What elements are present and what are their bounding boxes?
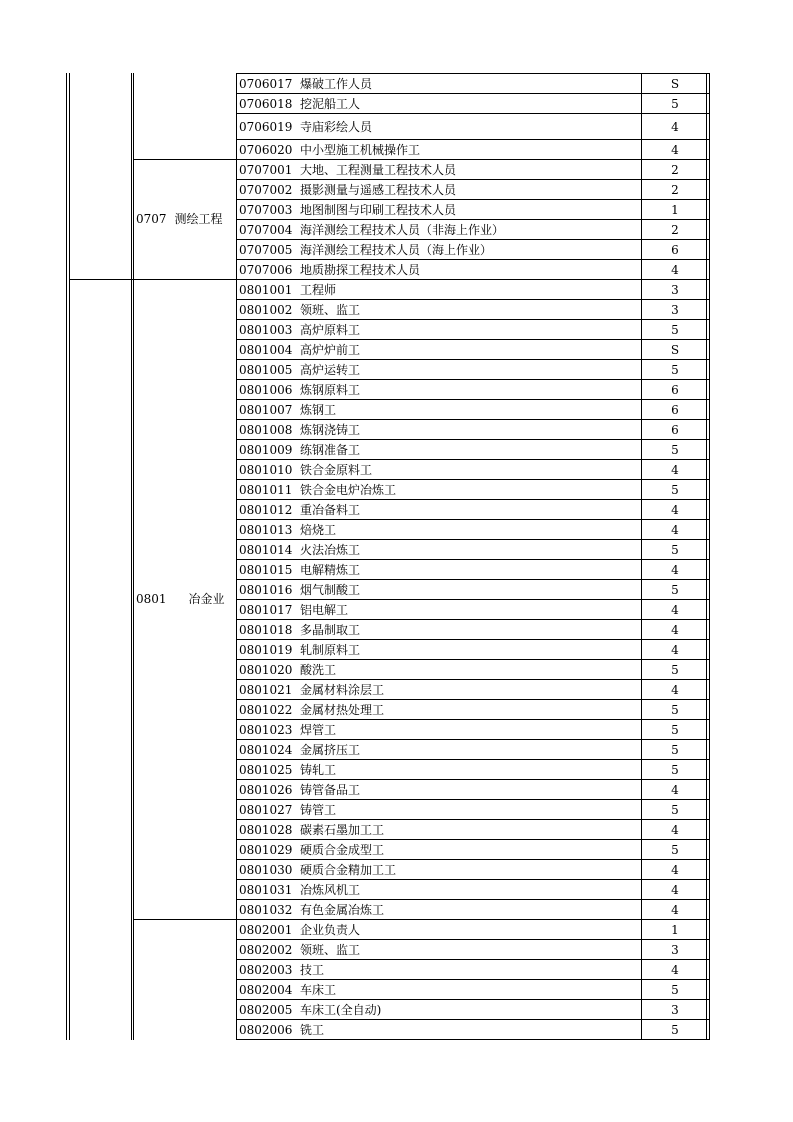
occupation-code: 0707002	[239, 183, 293, 197]
occupation-code: 0801018	[239, 623, 293, 637]
occupation-name: 爆破工作人员	[300, 77, 373, 91]
occupation-code: 0801024	[239, 743, 293, 757]
row-bottom-border	[236, 419, 710, 420]
occupation-code: 0707004	[239, 223, 293, 237]
occupation-code: 0801021	[239, 683, 293, 697]
occupation-code: 0801009	[239, 443, 293, 457]
occupation-code: 0801025	[239, 763, 293, 777]
subgroup-divider-0707	[133, 159, 237, 160]
risk-grade: 4	[671, 783, 679, 797]
occupation-name: 铝电解工	[300, 603, 349, 617]
row-bottom-border	[236, 759, 710, 760]
row-bottom-border	[236, 479, 710, 480]
row-bottom-border	[236, 699, 710, 700]
occupation-name: 海洋测绘工程技术人员（海上作业）	[300, 243, 493, 257]
risk-grade: 3	[671, 943, 679, 957]
occupation-code: 0801022	[239, 703, 293, 717]
occupation-name: 车床工	[300, 983, 337, 997]
row-bottom-border	[236, 779, 710, 780]
occupation-code: 0801005	[239, 363, 293, 377]
occupation-code: 0801004	[239, 343, 293, 357]
risk-grade: 5	[671, 543, 679, 557]
risk-grade: 6	[671, 423, 679, 437]
table-border-left-outer	[66, 73, 67, 1040]
occupation-name: 电解精炼工	[300, 563, 361, 577]
occupation-name: 碳素石墨加工工	[300, 823, 385, 837]
occupation-code: 0706019	[239, 120, 293, 134]
row-bottom-border	[236, 519, 710, 520]
row-bottom-border	[236, 999, 710, 1000]
occupation-code: 0802002	[239, 943, 293, 957]
occupation-code: 0801010	[239, 463, 293, 477]
risk-grade: 5	[671, 443, 679, 457]
row-bottom-border	[236, 499, 710, 500]
row-bottom-border	[236, 459, 710, 460]
risk-grade: 6	[671, 403, 679, 417]
occupation-code: 0801007	[239, 403, 293, 417]
occupation-code: 0801029	[239, 843, 293, 857]
row-bottom-border	[236, 113, 710, 114]
occupation-code: 0707005	[239, 243, 293, 257]
occupation-name: 铣工	[300, 1023, 325, 1037]
occupation-name: 焊管工	[300, 723, 337, 737]
row-bottom-border	[236, 919, 710, 920]
occupation-code: 0801013	[239, 523, 293, 537]
row-bottom-border	[236, 179, 710, 180]
occupation-code: 0801003	[239, 323, 293, 337]
row-bottom-border	[236, 439, 710, 440]
occupation-code: 0707001	[239, 163, 293, 177]
risk-grade: 4	[671, 903, 679, 917]
row-bottom-border	[236, 279, 710, 280]
occupation-name: 冶炼风机工	[300, 883, 361, 897]
occupation-name: 金属挤压工	[300, 743, 361, 757]
row-bottom-border	[236, 199, 710, 200]
row-bottom-border	[236, 599, 710, 600]
category-divider	[69, 279, 133, 280]
occupation-name: 领班、监工	[300, 303, 361, 317]
occupation-code: 0706020	[239, 143, 293, 157]
occupation-code: 0802001	[239, 923, 293, 937]
row-bottom-border	[236, 819, 710, 820]
subgroup-name: 测绘工程	[174, 212, 223, 226]
row-bottom-border	[236, 719, 710, 720]
risk-grade: 4	[671, 643, 679, 657]
risk-grade: 5	[671, 583, 679, 597]
risk-grade: 4	[671, 143, 679, 157]
occupation-name: 炼钢浇铸工	[300, 423, 361, 437]
row-bottom-border	[236, 239, 710, 240]
risk-grade: 2	[671, 163, 679, 177]
occupation-code: 0801032	[239, 903, 293, 917]
risk-grade: 3	[671, 1003, 679, 1017]
row-bottom-border	[236, 679, 710, 680]
risk-grade: 2	[671, 183, 679, 197]
row-bottom-border	[236, 959, 710, 960]
occupation-name: 炼钢工	[300, 403, 337, 417]
occupation-name: 硬质合金精加工工	[300, 863, 397, 877]
risk-grade: 5	[671, 703, 679, 717]
row-bottom-border	[236, 859, 710, 860]
risk-grade: 5	[671, 843, 679, 857]
occupation-name: 焙烧工	[300, 523, 337, 537]
occupation-code: 0801015	[239, 563, 293, 577]
occupation-name: 铸管工	[300, 803, 337, 817]
risk-grade: 4	[671, 823, 679, 837]
occupation-name: 金属材热处理工	[300, 703, 385, 717]
occupation-name: 火法冶炼工	[300, 543, 361, 557]
row-bottom-border	[236, 879, 710, 880]
occupation-code: 0801011	[239, 483, 293, 497]
risk-grade: 5	[671, 743, 679, 757]
risk-grade: 4	[671, 883, 679, 897]
risk-grade: S	[670, 77, 680, 91]
row-bottom-border	[236, 1019, 710, 1020]
occupation-name: 烟气制酸工	[300, 583, 361, 597]
risk-grade: 5	[671, 483, 679, 497]
occupation-code: 0801016	[239, 583, 293, 597]
risk-grade: 4	[671, 120, 679, 134]
occupation-name: 高炉炉前工	[300, 343, 361, 357]
occupation-name: 有色金属冶炼工	[300, 903, 385, 917]
risk-grade: 5	[671, 803, 679, 817]
risk-grade: 2	[671, 223, 679, 237]
occupation-name: 地质勘探工程技术人员	[300, 263, 421, 277]
row-bottom-border	[236, 559, 710, 560]
occupation-name: 轧制原料工	[300, 643, 361, 657]
risk-grade: 5	[671, 663, 679, 677]
row-bottom-border	[236, 899, 710, 900]
row-bottom-border	[236, 339, 710, 340]
occupation-name: 铸轧工	[300, 763, 337, 777]
subgroup-label-0801	[136, 591, 234, 607]
risk-grade: 5	[671, 363, 679, 377]
subgroup-code: 0707	[136, 212, 167, 226]
table-border-top	[236, 73, 710, 74]
row-bottom-border	[236, 539, 710, 540]
risk-grade: 3	[671, 303, 679, 317]
occupation-name: 高炉运转工	[300, 363, 361, 377]
row-bottom-border	[236, 739, 710, 740]
occupation-name: 酸洗工	[300, 663, 337, 677]
subgroup-divider-0801	[133, 279, 237, 280]
row-bottom-border	[236, 359, 710, 360]
row-bottom-border	[236, 579, 710, 580]
row-bottom-border	[236, 379, 710, 380]
risk-grade: 4	[671, 463, 679, 477]
risk-grade: S	[670, 343, 680, 357]
risk-grade: 4	[671, 623, 679, 637]
risk-grade: 5	[671, 763, 679, 777]
occupation-name: 企业负责人	[300, 923, 361, 937]
subgroup-divider-0802	[133, 919, 237, 920]
row-bottom-border	[236, 159, 710, 160]
occupation-name: 寺庙彩绘人员	[300, 120, 373, 134]
column-divider-category	[131, 73, 132, 1040]
occupation-code: 0801017	[239, 603, 293, 617]
row-bottom-border	[236, 659, 710, 660]
row-bottom-border	[236, 93, 710, 94]
occupation-name: 硬质合金成型工	[300, 843, 385, 857]
risk-grade: 4	[671, 503, 679, 517]
occupation-code: 0706018	[239, 97, 293, 111]
occupation-name: 车床工(全自动)	[300, 1003, 382, 1017]
occupation-code: 0801006	[239, 383, 293, 397]
occupation-code: 0801020	[239, 663, 293, 677]
subgroup-label-0707	[136, 211, 234, 227]
occupation-code: 0801008	[239, 423, 293, 437]
occupation-code: 0707006	[239, 263, 293, 277]
occupation-name: 金属材料涂层工	[300, 683, 385, 697]
occupation-code: 0802006	[239, 1023, 293, 1037]
occupation-name: 炼钢原料工	[300, 383, 361, 397]
occupation-name: 摄影测量与遥感工程技术人员	[300, 183, 457, 197]
row-bottom-border	[236, 979, 710, 980]
occupation-name: 中小型施工机械操作工	[300, 143, 421, 157]
row-bottom-border	[236, 139, 710, 140]
occupation-name: 多晶制取工	[300, 623, 361, 637]
row-bottom-border	[236, 399, 710, 400]
risk-grade: 5	[671, 723, 679, 737]
risk-grade: 5	[671, 97, 679, 111]
occupation-code: 0802005	[239, 1003, 293, 1017]
occupation-name: 练钢准备工	[300, 443, 361, 457]
risk-grade: 5	[671, 323, 679, 337]
occupation-name: 铁合金原料工	[300, 463, 373, 477]
occupation-code: 0802003	[239, 963, 293, 977]
occupation-name: 工程师	[300, 283, 337, 297]
occupation-code: 0801002	[239, 303, 293, 317]
risk-grade: 6	[671, 383, 679, 397]
risk-grade: 4	[671, 603, 679, 617]
occupation-name: 领班、监工	[300, 943, 361, 957]
risk-grade: 3	[671, 283, 679, 297]
occupation-name: 铁合金电炉冶炼工	[300, 483, 397, 497]
occupation-code: 0801012	[239, 503, 293, 517]
occupation-code: 0802004	[239, 983, 293, 997]
risk-grade: 4	[671, 863, 679, 877]
occupation-name: 铸管备品工	[300, 783, 361, 797]
risk-grade: 1	[671, 203, 679, 217]
occupation-code: 0801023	[239, 723, 293, 737]
risk-grade: 6	[671, 243, 679, 257]
row-bottom-border	[236, 259, 710, 260]
risk-grade: 4	[671, 963, 679, 977]
row-bottom-border	[236, 619, 710, 620]
risk-grade: 4	[671, 523, 679, 537]
risk-grade: 5	[671, 1023, 679, 1037]
subgroup-name: 冶金业	[188, 592, 225, 606]
occupation-name: 重冶备料工	[300, 503, 361, 517]
occupation-name: 地图制图与印刷工程技术人员	[300, 203, 457, 217]
occupation-code: 0801014	[239, 543, 293, 557]
risk-grade: 4	[671, 563, 679, 577]
risk-grade: 5	[671, 983, 679, 997]
row-bottom-border	[236, 1039, 710, 1040]
row-bottom-border	[236, 319, 710, 320]
column-divider-category-inner	[133, 73, 134, 1040]
occupation-code: 0801019	[239, 643, 293, 657]
row-bottom-border	[236, 939, 710, 940]
occupation-code: 0801027	[239, 803, 293, 817]
occupation-name: 挖泥船工人	[300, 97, 361, 111]
occupation-code: 0707003	[239, 203, 293, 217]
occupation-code: 0801031	[239, 883, 293, 897]
occupation-code: 0801028	[239, 823, 293, 837]
subgroup-code: 0801	[136, 592, 167, 606]
occupation-code: 0801001	[239, 283, 293, 297]
occupation-code: 0706017	[239, 77, 293, 91]
row-bottom-border	[236, 839, 710, 840]
occupation-name: 技工	[300, 963, 325, 977]
risk-grade: 4	[671, 683, 679, 697]
risk-grade: 1	[671, 923, 679, 937]
occupation-name: 大地、工程测量工程技术人员	[300, 163, 457, 177]
occupation-name: 海洋测绘工程技术人员（非海上作业）	[300, 223, 505, 237]
occupation-code: 0801030	[239, 863, 293, 877]
row-bottom-border	[236, 639, 710, 640]
row-bottom-border	[236, 299, 710, 300]
row-bottom-border	[236, 219, 710, 220]
table-border-left-inner	[69, 73, 70, 1040]
occupation-code: 0801026	[239, 783, 293, 797]
row-bottom-border	[236, 799, 710, 800]
risk-grade: 4	[671, 263, 679, 277]
occupation-name: 高炉原料工	[300, 323, 361, 337]
